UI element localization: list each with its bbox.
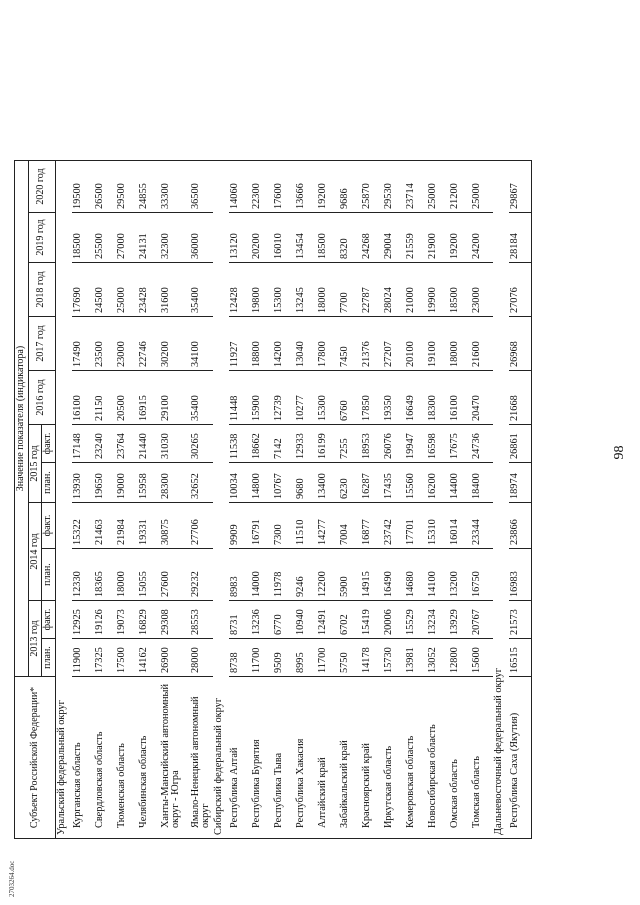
subject-name: Курганская область: [72, 677, 94, 839]
table-header: [15, 161, 56, 839]
value-cell: 13666: [295, 161, 317, 213]
value-cell: 21573: [509, 601, 532, 639]
table-row: [317, 161, 339, 839]
table-row: [471, 161, 493, 839]
value-cell: 29530: [383, 161, 405, 213]
value-cell: 21200: [449, 161, 471, 213]
value-cell: 11927: [229, 317, 251, 371]
value-cell: 18953: [361, 425, 383, 463]
header-plan-2015: план.: [42, 463, 56, 503]
header-fact-2014: факт.: [42, 503, 56, 549]
table-row: [116, 161, 138, 839]
value-cell: 31600: [160, 263, 190, 317]
region-row: [493, 161, 509, 839]
value-cell: 7255: [339, 425, 361, 463]
value-cell: 17690: [72, 263, 94, 317]
value-cell: 17435: [383, 463, 405, 503]
value-cell: 21600: [471, 317, 493, 371]
value-cell: 18500: [317, 213, 339, 263]
value-cell: 19900: [427, 263, 449, 317]
value-cell: 14277: [317, 503, 339, 549]
value-cell: 11700: [317, 639, 339, 677]
header-year-2017: 2017 год: [28, 317, 55, 371]
subject-name: Новосибирская область: [427, 677, 449, 839]
value-cell: 27207: [383, 317, 405, 371]
value-cell: 5750: [339, 639, 361, 677]
value-cell: 18000: [317, 263, 339, 317]
subject-name: Омская область: [449, 677, 471, 839]
value-cell: 8983: [229, 549, 251, 601]
subject-name: Республика Тыва: [273, 677, 295, 839]
value-cell: 12739: [273, 371, 295, 425]
value-cell: 28000: [190, 639, 214, 677]
value-cell: 19126: [94, 601, 116, 639]
subject-name: Томская область: [471, 677, 493, 839]
value-cell: 28553: [190, 601, 214, 639]
value-cell: 8738: [229, 639, 251, 677]
value-cell: 11978: [273, 549, 295, 601]
value-cell: 9509: [273, 639, 295, 677]
value-cell: 8731: [229, 601, 251, 639]
value-cell: 24131: [138, 213, 160, 263]
subject-name: Ханты-Мансийский автономный округ - Югра: [160, 677, 190, 839]
value-cell: 15300: [317, 371, 339, 425]
value-cell: 16199: [317, 425, 339, 463]
value-cell: 24500: [94, 263, 116, 317]
value-cell: 16649: [405, 371, 427, 425]
value-cell: 13236: [251, 601, 273, 639]
value-cell: 16287: [361, 463, 383, 503]
table-row: [251, 161, 273, 839]
value-cell: 23764: [116, 425, 138, 463]
value-cell: 6760: [339, 371, 361, 425]
value-cell: 24200: [471, 213, 493, 263]
value-cell: 6230: [339, 463, 361, 503]
value-cell: 19350: [383, 371, 405, 425]
value-cell: 35400: [190, 263, 214, 317]
value-cell: 14915: [361, 549, 383, 601]
value-cell: 14060: [229, 161, 251, 213]
value-cell: 12330: [72, 549, 94, 601]
value-cell: 30200: [160, 317, 190, 371]
value-cell: 21440: [138, 425, 160, 463]
value-cell: 19947: [405, 425, 427, 463]
value-cell: 29308: [160, 601, 190, 639]
value-cell: 11538: [229, 425, 251, 463]
value-cell: 19650: [94, 463, 116, 503]
value-cell: 17800: [317, 317, 339, 371]
value-cell: 13234: [427, 601, 449, 639]
value-cell: 29500: [116, 161, 138, 213]
subject-name: Челябинская область: [138, 677, 160, 839]
value-cell: 17850: [361, 371, 383, 425]
table-row: [383, 161, 405, 839]
value-cell: 20200: [251, 213, 273, 263]
value-cell: 22300: [251, 161, 273, 213]
header-year-2016: 2016 год: [28, 371, 55, 425]
region-name: Уральский федеральный округ: [55, 161, 72, 839]
value-cell: 22746: [138, 317, 160, 371]
value-cell: 19100: [427, 317, 449, 371]
value-cell: 18300: [427, 371, 449, 425]
value-cell: 23500: [94, 317, 116, 371]
table-row: [361, 161, 383, 839]
value-cell: 21668: [509, 371, 532, 425]
subject-name: Свердловская область: [94, 677, 116, 839]
subject-name: Ямало-Ненецкий автономный округ: [190, 677, 214, 839]
table-row: [190, 161, 214, 839]
value-cell: 21900: [427, 213, 449, 263]
value-cell: 18800: [251, 317, 273, 371]
value-cell: 18000: [449, 317, 471, 371]
region-row: [213, 161, 229, 839]
value-cell: 16877: [361, 503, 383, 549]
value-cell: 26900: [160, 639, 190, 677]
value-cell: 18500: [72, 213, 94, 263]
value-cell: 10767: [273, 463, 295, 503]
value-cell: 24736: [471, 425, 493, 463]
value-cell: 36000: [190, 213, 214, 263]
subject-name: Республика Бурятия: [251, 677, 273, 839]
value-cell: 15958: [138, 463, 160, 503]
value-cell: 19200: [317, 161, 339, 213]
subject-name: Забайкальский край: [339, 677, 361, 839]
value-cell: 7300: [273, 503, 295, 549]
value-cell: 13454: [295, 213, 317, 263]
value-cell: 17490: [72, 317, 94, 371]
value-cell: 19073: [116, 601, 138, 639]
value-cell: 20100: [405, 317, 427, 371]
value-cell: 15300: [273, 263, 295, 317]
value-cell: 17675: [449, 425, 471, 463]
value-cell: 12491: [317, 601, 339, 639]
value-cell: 16983: [509, 549, 532, 601]
value-cell: 16515: [509, 639, 532, 677]
header-fact-2013: факт.: [42, 601, 56, 639]
value-cell: 27076: [509, 263, 532, 317]
value-cell: 7450: [339, 317, 361, 371]
value-cell: 7142: [273, 425, 295, 463]
value-cell: 35400: [190, 371, 214, 425]
value-cell: 29100: [160, 371, 190, 425]
value-cell: 32300: [160, 213, 190, 263]
value-cell: 21150: [94, 371, 116, 425]
value-cell: 18400: [471, 463, 493, 503]
value-cell: 19200: [449, 213, 471, 263]
header-indicator-group: Значение показателя (индикатора): [15, 161, 29, 677]
value-cell: 18974: [509, 463, 532, 503]
value-cell: 36500: [190, 161, 214, 213]
value-cell: 15730: [383, 639, 405, 677]
value-cell: 16598: [427, 425, 449, 463]
value-cell: 19331: [138, 503, 160, 549]
subject-name: Республика Хакасия: [295, 677, 317, 839]
value-cell: 16100: [72, 371, 94, 425]
value-cell: 23428: [138, 263, 160, 317]
region-name: Дальневосточный федеральный округ: [493, 161, 509, 839]
value-cell: 31030: [160, 425, 190, 463]
value-cell: 15900: [251, 371, 273, 425]
value-cell: 13120: [229, 213, 251, 263]
value-cell: 9686: [339, 161, 361, 213]
value-cell: 18662: [251, 425, 273, 463]
header-subject: Субъект Российской Федерации*: [15, 677, 56, 839]
value-cell: 16915: [138, 371, 160, 425]
value-cell: 14100: [427, 549, 449, 601]
table-row: [449, 161, 471, 839]
header-year-2015: 2015 год: [28, 425, 42, 503]
value-cell: 33300: [160, 161, 190, 213]
value-cell: 11448: [229, 371, 251, 425]
header-year-2018: 2018 год: [28, 263, 55, 317]
value-cell: 7004: [339, 503, 361, 549]
value-cell: 21984: [116, 503, 138, 549]
value-cell: 32652: [190, 463, 214, 503]
value-cell: 12200: [317, 549, 339, 601]
value-cell: 8320: [339, 213, 361, 263]
value-cell: 19000: [116, 463, 138, 503]
value-cell: 23866: [509, 503, 532, 549]
value-cell: 12800: [449, 639, 471, 677]
value-cell: 17325: [94, 639, 116, 677]
value-cell: 15055: [138, 549, 160, 601]
value-cell: 25870: [361, 161, 383, 213]
value-cell: 9246: [295, 549, 317, 601]
value-cell: 25000: [116, 263, 138, 317]
table-row: [295, 161, 317, 839]
value-cell: 23000: [471, 263, 493, 317]
value-cell: 23742: [383, 503, 405, 549]
table-row: [509, 161, 532, 839]
subject-name: Республика Саха (Якутия): [509, 677, 532, 839]
value-cell: 14000: [251, 549, 273, 601]
value-cell: 18500: [449, 263, 471, 317]
header-plan-2014: план.: [42, 549, 56, 601]
value-cell: 8995: [295, 639, 317, 677]
table-row: [427, 161, 449, 839]
value-cell: 18365: [94, 549, 116, 601]
value-cell: 26500: [94, 161, 116, 213]
value-cell: 16010: [273, 213, 295, 263]
value-cell: 21000: [405, 263, 427, 317]
table-row: [138, 161, 160, 839]
region-name: Сибирский федеральный округ: [213, 161, 229, 839]
value-cell: 23714: [405, 161, 427, 213]
value-cell: 11510: [295, 503, 317, 549]
header-year-2020: 2020 год: [28, 161, 55, 213]
value-cell: 5900: [339, 549, 361, 601]
table-row: [405, 161, 427, 839]
region-row: [55, 161, 72, 839]
value-cell: 10034: [229, 463, 251, 503]
table-row: [94, 161, 116, 839]
value-cell: 12933: [295, 425, 317, 463]
value-cell: 26968: [509, 317, 532, 371]
value-cell: 16750: [471, 549, 493, 601]
table-row: [160, 161, 190, 839]
value-cell: 16829: [138, 601, 160, 639]
value-cell: 25500: [94, 213, 116, 263]
value-cell: 14400: [449, 463, 471, 503]
value-cell: 27000: [116, 213, 138, 263]
value-cell: 15560: [405, 463, 427, 503]
value-cell: 9909: [229, 503, 251, 549]
subject-name: Кемеровская область: [405, 677, 427, 839]
value-cell: 22787: [361, 263, 383, 317]
value-cell: 14162: [138, 639, 160, 677]
value-cell: 16791: [251, 503, 273, 549]
value-cell: 29004: [383, 213, 405, 263]
value-cell: 21376: [361, 317, 383, 371]
value-cell: 28024: [383, 263, 405, 317]
value-cell: 23240: [94, 425, 116, 463]
subject-name: Красноярский край: [361, 677, 383, 839]
value-cell: 20500: [116, 371, 138, 425]
value-cell: 17148: [72, 425, 94, 463]
value-cell: 17600: [273, 161, 295, 213]
value-cell: 15310: [427, 503, 449, 549]
value-cell: 16100: [449, 371, 471, 425]
value-cell: 15322: [72, 503, 94, 549]
value-cell: 26861: [509, 425, 532, 463]
value-cell: 15600: [471, 639, 493, 677]
value-cell: 18000: [116, 549, 138, 601]
value-cell: 16014: [449, 503, 471, 549]
value-cell: 13245: [295, 263, 317, 317]
value-cell: 16200: [427, 463, 449, 503]
value-cell: 17701: [405, 503, 427, 549]
header-year-2019: 2019 год: [28, 213, 55, 263]
value-cell: 10940: [295, 601, 317, 639]
value-cell: 29867: [509, 161, 532, 213]
value-cell: 30265: [190, 425, 214, 463]
table-row: [72, 161, 94, 839]
table-row: [339, 161, 361, 839]
page-number: 98: [612, 445, 627, 460]
value-cell: 11900: [72, 639, 94, 677]
value-cell: 20470: [471, 371, 493, 425]
value-cell: 21559: [405, 213, 427, 263]
subject-name: Республика Алтай: [229, 677, 251, 839]
value-cell: 12428: [229, 263, 251, 317]
value-cell: 23344: [471, 503, 493, 549]
value-cell: 9680: [295, 463, 317, 503]
value-cell: 13400: [317, 463, 339, 503]
header-year-2013: 2013 год: [28, 601, 42, 677]
value-cell: 25000: [471, 161, 493, 213]
doc-id: 2703264.doc: [8, 860, 16, 897]
value-cell: 14200: [273, 317, 295, 371]
header-year-2014: 2014 год: [28, 503, 42, 601]
value-cell: 6702: [339, 601, 361, 639]
value-cell: 25000: [427, 161, 449, 213]
value-cell: 15419: [361, 601, 383, 639]
value-cell: 13040: [295, 317, 317, 371]
value-cell: 12925: [72, 601, 94, 639]
value-cell: 6770: [273, 601, 295, 639]
value-cell: 7700: [339, 263, 361, 317]
table-row: [273, 161, 295, 839]
value-cell: 13930: [72, 463, 94, 503]
value-cell: 24855: [138, 161, 160, 213]
value-cell: 14178: [361, 639, 383, 677]
value-cell: 30875: [160, 503, 190, 549]
value-cell: 16490: [383, 549, 405, 601]
value-cell: 26076: [383, 425, 405, 463]
header-plan-2013: план.: [42, 639, 56, 677]
value-cell: 27706: [190, 503, 214, 549]
subject-name: Тюменская область: [116, 677, 138, 839]
value-cell: 23000: [116, 317, 138, 371]
value-cell: 24268: [361, 213, 383, 263]
value-cell: 20006: [383, 601, 405, 639]
value-cell: 13929: [449, 601, 471, 639]
indicator-table: [14, 160, 532, 839]
value-cell: 19500: [72, 161, 94, 213]
value-cell: 11700: [251, 639, 273, 677]
value-cell: 27600: [160, 549, 190, 601]
header-fact-2015: факт.: [42, 425, 56, 463]
value-cell: 13200: [449, 549, 471, 601]
value-cell: 17500: [116, 639, 138, 677]
table-body: [55, 161, 532, 839]
value-cell: 20767: [471, 601, 493, 639]
value-cell: 21463: [94, 503, 116, 549]
value-cell: 34100: [190, 317, 214, 371]
value-cell: 14800: [251, 463, 273, 503]
value-cell: 10277: [295, 371, 317, 425]
value-cell: 28184: [509, 213, 532, 263]
subject-name: Иркутская область: [383, 677, 405, 839]
table-row: [229, 161, 251, 839]
value-cell: 14680: [405, 549, 427, 601]
value-cell: 29232: [190, 549, 214, 601]
value-cell: 28300: [160, 463, 190, 503]
value-cell: 15529: [405, 601, 427, 639]
value-cell: 19800: [251, 263, 273, 317]
subject-name: Алтайский край: [317, 677, 339, 839]
value-cell: 13981: [405, 639, 427, 677]
value-cell: 13052: [427, 639, 449, 677]
